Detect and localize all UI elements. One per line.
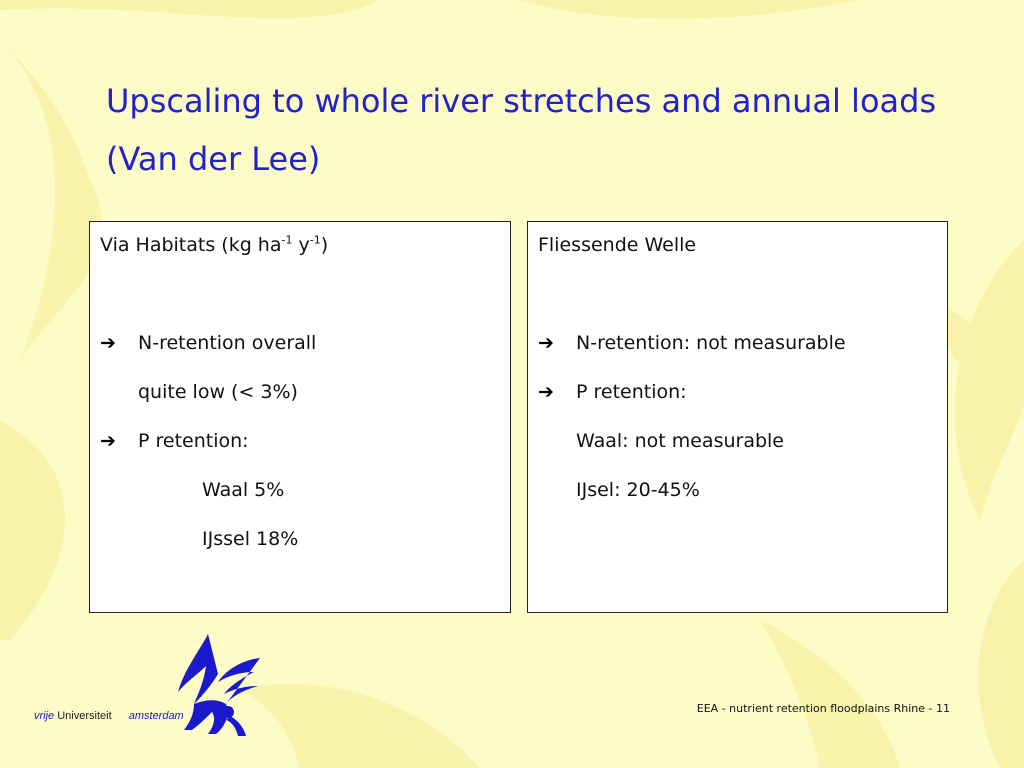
title-line-1: Upscaling to whole river stretches and annual loads — [106, 82, 937, 120]
right-arrow-icon: ➔ — [100, 430, 116, 452]
bullet-n-retention — [538, 328, 937, 377]
right-arrow-icon: ➔ — [538, 381, 554, 403]
via-habitats-box — [89, 221, 511, 613]
fliessende-welle-box — [527, 221, 948, 613]
university-logo — [34, 630, 274, 742]
slide-title — [106, 72, 986, 188]
waal-value: Waal 5% — [202, 479, 285, 501]
waal-value: Waal: not measurable — [576, 430, 784, 452]
logo-wordmark — [34, 710, 184, 722]
bullet-p-retention — [538, 377, 937, 426]
title-line-2: (Van der Lee) — [106, 140, 321, 178]
heading-superscript-1: -1 — [281, 233, 293, 247]
bullet-p-retention-text: P retention: — [576, 381, 687, 403]
heading-prefix: Via Habitats (kg ha — [100, 234, 282, 256]
heading-suffix: ) — [320, 234, 329, 256]
bullet-n-retention-text: N-retention overall — [138, 332, 317, 354]
slide-footer: EEA - nutrient retention floodplains Rhine - 11 — [696, 702, 950, 715]
via-habitats-heading — [100, 230, 500, 328]
logo-amsterdam: amsterdam — [128, 710, 184, 722]
logo-universiteit: Universiteit — [57, 710, 112, 722]
bullet-n-retention-text: N-retention: not measurable — [576, 332, 846, 354]
ijsel-value: IJsel: 20-45% — [576, 479, 700, 501]
heading-superscript-2: -1 — [309, 233, 321, 247]
ijssel-value: IJssel 18% — [202, 528, 299, 550]
right-arrow-icon: ➔ — [100, 332, 116, 354]
fliessende-welle-heading: Fliessende Welle — [538, 234, 697, 256]
bullet-n-retention-continued: quite low (< 3%) — [138, 381, 298, 403]
right-arrow-icon: ➔ — [538, 332, 554, 354]
logo-vrije: vrije — [34, 710, 55, 722]
heading-mid: y — [292, 234, 310, 256]
bullet-p-retention-text: P retention: — [138, 430, 249, 452]
bullet-n-retention — [100, 328, 500, 377]
bullet-p-retention — [100, 426, 500, 475]
